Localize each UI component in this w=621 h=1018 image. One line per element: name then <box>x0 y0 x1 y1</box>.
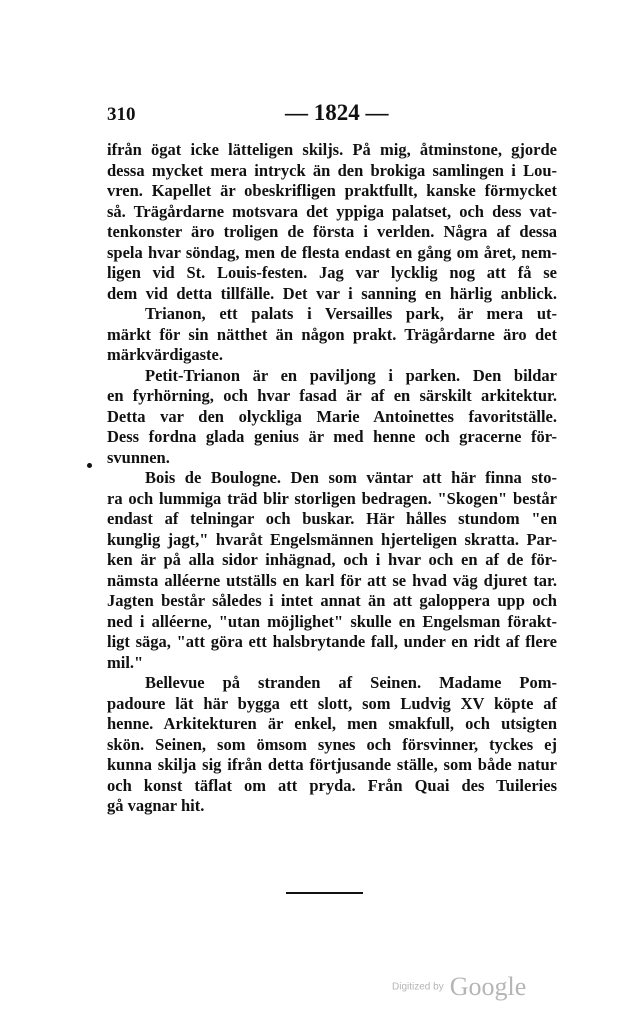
text-line: märkvärdigaste. <box>107 345 223 364</box>
text-line: dessa mycket mera intryck än den brokiga samlingen i Lou- <box>107 160 557 180</box>
text-line: gå vagnar hit. <box>107 796 205 815</box>
text-line: en fyrhörning, och hvar fasad är af en särskilt arkitektur. <box>107 386 557 405</box>
ink-speck <box>87 463 92 468</box>
text-line: märkt för sin nätthet än någon prakt. Trägårdarne äro det <box>107 324 557 344</box>
text-line: så. Trägårdarne motsvara det yppiga palatset, och dess vat- <box>107 201 557 221</box>
text-line: Bois de Boulogne. Den som väntar att här finna sto- <box>145 468 557 487</box>
text-line: ifrån ögat icke lätteligen skiljs. På mig, åtminstone, gjorde <box>107 140 557 159</box>
text-line: ligen vid St. Louis-festen. Jag var lycklig nog att få se <box>107 263 557 282</box>
text-line: Detta var den olyckliga Marie Antoinettes favoritställe. <box>107 406 557 426</box>
text-line: Bellevue på stranden af Seinen. Madame Pom- <box>145 673 557 692</box>
digitized-by-label: Digitized by <box>392 981 444 993</box>
google-logo: Google <box>449 972 527 1001</box>
section-end-rule <box>286 892 363 894</box>
page-header <box>0 100 621 130</box>
text-line: padoure lät här bygga ett slott, som Ludvig XV köpte af <box>107 693 557 713</box>
text-line: mil." <box>107 652 144 672</box>
text-line: och konst täflat om att pryda. Från Quai des Tuileries <box>107 775 557 795</box>
text-line: kunna skilja sig ifrån detta förtjusande ställe, som både natur <box>107 755 557 774</box>
text-line: Trianon, ett palats i Versailles park, är mera ut- <box>145 304 557 323</box>
running-head-year: — 1824 — <box>285 100 389 125</box>
text-line: Dess fordna glada genius är med henne och gracerne för- <box>107 427 557 446</box>
text-line: Jagten består således i intet annat än att galoppera upp och <box>107 591 557 610</box>
text-line: kunglig jagt," hvaråt Engelsmännen hjerteligen skratta. Par- <box>107 529 557 549</box>
text-line: skön. Seinen, som ömsom synes och försvinner, tyckes ej <box>107 734 557 754</box>
text-line: vren. Kapellet är obeskrifligen praktfullt, kanske förmycket <box>107 181 557 200</box>
text-line: henne. Arkitekturen är enkel, men smakfull, och utsigten <box>107 714 557 733</box>
text-line: nämsta alléerne utställs en karl för att se hvad väg djuret tar. <box>107 570 557 590</box>
text-line: ligt säga, "att göra ett halsbrytande fall, under en ridt af flere <box>107 632 557 651</box>
text-line: Petit-Trianon är en paviljong i parken. Den bildar <box>145 365 557 385</box>
text-line: tenkonster äro troligen de första i verlden. Några af dessa <box>107 222 557 241</box>
body-text <box>107 140 557 817</box>
text-line: ken är på alla sidor inhägnad, och i hvar och en af de för- <box>107 550 557 569</box>
text-line: ra och lummiga träd blir storligen bedragen. "Skogen" består <box>107 488 557 508</box>
text-line: endast af telningar och buskar. Här hålles stundom "en <box>107 509 557 528</box>
text-line: dem vid detta tillfälle. Det var i sanning en härlig anblick. <box>107 283 557 303</box>
text-line: ned i alléerne, "utan möjlighet" skulle en Engelsman förakt- <box>107 611 557 631</box>
page-number: 310 <box>107 104 136 125</box>
text-line: spela hvar söndag, men de flesta endast en gång om året, nem- <box>107 242 557 262</box>
text-line: svunnen. <box>107 447 170 467</box>
digitization-watermark <box>392 972 526 1002</box>
